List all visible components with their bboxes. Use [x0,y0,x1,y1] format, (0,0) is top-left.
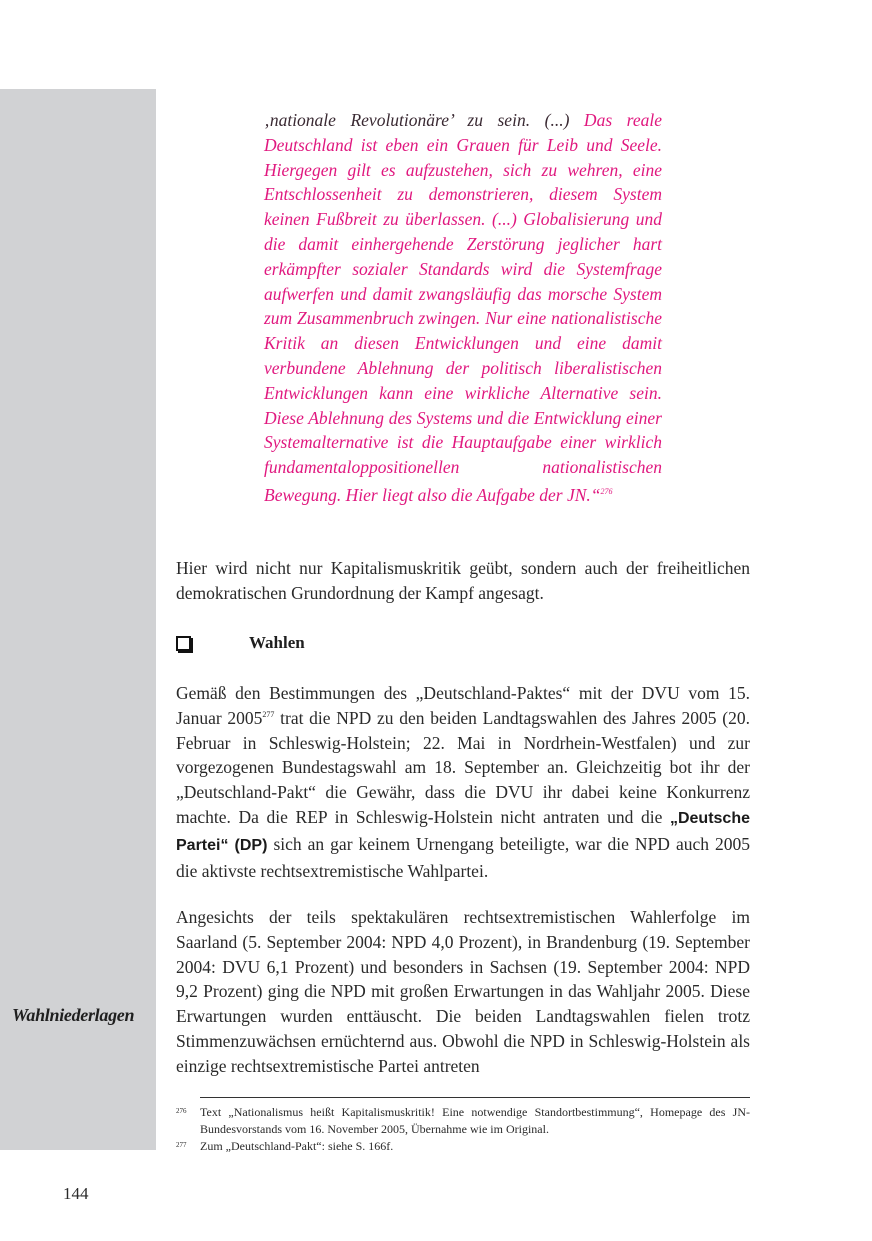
footnote-276 [176,1104,750,1138]
footnote-number: 277 [176,1141,187,1149]
footnote-text: Zum „Deutschland-Pakt“: siehe S. 166f. [200,1139,394,1153]
paragraph-2-part1: Gemäß den Bestimmungen des „Deutschland-Paktes“ mit der DVU vom 15. Januar 2005 [176,683,750,728]
footnote-ref-277[interactable]: 277 [262,709,275,719]
footnote-text: Text „Nationalismus heißt Kapitalismuskritik! Eine notwendige Standortbestimmung“, Homepage des JN-Bundesvorstands vom 16. November 2005, Übernahme wie im Original. [200,1105,750,1136]
footnote-277 [176,1138,750,1155]
paragraph-1: Hier wird nicht nur Kapitalismuskritik geübt, sondern auch der freiheitlichen demokratischen Grundordnung der Kampf angesagt. [176,558,750,603]
paragraph-2 [176,681,750,883]
footnotes [176,1104,750,1155]
margin-sidebar [0,89,156,1150]
margin-keyword: Wahlniederlagen [12,1005,135,1025]
quote-text: Das reale Deutschland ist eben ein Grauen für Leib und Seele. Hiergegen gilt es aufzustehen, sich zu wehren, eine Entschlossenheit zu demonstrieren, diesem System keinen Fußbreit zu überlassen. (...) Globalisierung und die damit einhergehende Zerstörung jeglicher hart erkämpfter sozialer Standards wird die Systemfrage aufwerfen und damit zwangsläufig das morsche System zum Zusammenbruch zwingen. Nur eine nationalistische Kritik an diesen Entwicklungen und eine damit verbundene Ablehnung der politisch liberalistischen Entwicklungen kann eine wirkliche Alternative sein. Diese Ablehnung des Systems und die Entwicklung einer Systemalternative ist die Hauptaufgabe einer wirklich fundamentaloppositionellen nationalistischen Bewegung. Hier liegt also die Aufgabe der JN.“ [264,110,662,505]
paragraph-2-part3: sich an gar keinem Urnengang beteiligte, war die NPD auch 2005 die aktivste rechtsextremistische Wahlpartei. [176,833,750,881]
bold-term: „Deutsche Partei“ (DP) [176,809,750,854]
heading-label: Wahlen [249,633,305,652]
block-quote [264,108,662,508]
paragraph-3: Angesichts der teils spektakulären rechtsextremistischen Wahlerfolge im Saarland (5. September 2004: NPD 4,0 Prozent), in Brandenburg (19. September 2004: DVU 6,1 Prozent) und besonders in Sachsen (19. September 2004: NPD 9,2 Prozent) ging die NPD mit großen Erwartungen in das Wahljahr 2005. Diese Erwartungen wurden enttäuscht. Die beiden Landtagswahlen fielen trotz Stimmenzuwächsen ernüchternd aus. Obwohl die NPD in Schleswig-Holstein als einzige rechtsextremistische Partei antreten [176,907,750,1076]
footnote-divider [200,1097,750,1098]
footnote-number: 276 [176,1107,187,1115]
checkbox-icon [176,636,191,651]
footnote-ref-276[interactable]: 276 [600,486,613,496]
paragraph-2-part2: trat die NPD zu den beiden Landtagswahlen des Jahres 2005 (20. Februar in Schleswig-Holstein; 22. Mai in Nordrhein-Westfalen) und zur vorgezogenen Bundestagswahl am 18. September an. Gleichzeitig bot ihr der „Deutschland-Pakt“ die Gewähr, dass die DVU ihr dabei keine Konkurrenz machte. Da die REP in Schleswig-Holstein nicht antraten und die [176,707,750,827]
quote-lead: ‚nationale Revolutionäre’ zu sein. (...) [264,110,570,130]
page-number: 144 [63,1184,89,1203]
section-heading [176,631,305,655]
